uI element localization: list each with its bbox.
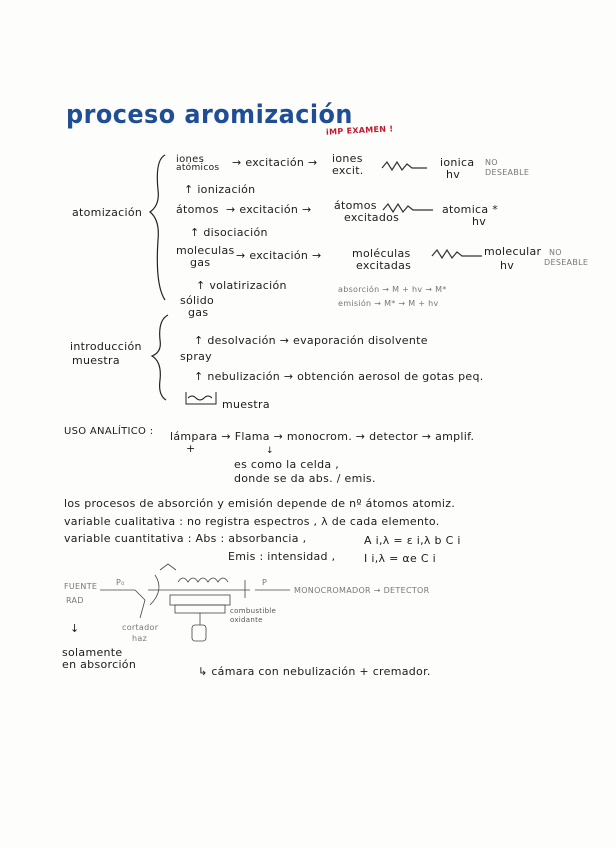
combustible-label: combustible [230, 607, 277, 615]
para-l3: variable cuantitativa : Abs : absorbancia , [64, 532, 307, 545]
r3-molecular: molecular [484, 245, 542, 258]
p-label: P [262, 578, 268, 587]
para-l2: variable cualitativa : no registra espectros , λ de cada elemento. [64, 515, 440, 528]
nebulizacion: ↑ nebulización → obtención aerosol de gotas peq. [194, 370, 484, 383]
solamente-label: solamente [62, 646, 123, 659]
en-absorcion-label: en absorción [62, 658, 137, 671]
r3-hv: hv [500, 259, 515, 272]
p0-label: P₀ [116, 578, 125, 587]
uso-down: ↓ [266, 446, 274, 456]
r1-deseable: DESEABLE [485, 168, 530, 177]
label-introduccion: introducción [70, 340, 142, 353]
r1-excit: excit. [332, 164, 364, 177]
r4-gas: gas [188, 306, 209, 319]
r1-hv: hv [446, 168, 461, 181]
uso-line1: es como la celda , [234, 458, 339, 471]
label-atomizacion: atomización [72, 206, 143, 219]
muestra-sample: muestra [222, 398, 270, 411]
abs-note: absorción → M + hv → M* [338, 285, 447, 294]
down-arrow: ↓ [70, 622, 80, 635]
monocromador-label: MONOCROMADOR → DETECTOR [294, 586, 430, 595]
r1-atomicos: atómicos [176, 163, 220, 173]
uso-line2: donde se da abs. / emis. [234, 472, 376, 485]
haz-label: haz [132, 634, 148, 643]
desolvacion: ↑ desolvación → evaporación disolvente [194, 334, 428, 347]
r3-moleculas: moleculas [176, 244, 235, 257]
uso-plus: + [186, 442, 196, 455]
r1-no: NO [485, 158, 498, 167]
spray: spray [180, 350, 212, 363]
uso-chain: lámpara → Flama → monocrom. → detector → amplif. [170, 430, 475, 443]
fuente-label: FUENTE [64, 582, 98, 591]
r3-moleculas2: moléculas [352, 247, 411, 260]
volatirizacion: ↑ volatirización [196, 279, 287, 292]
formula-abs: A i,λ = ε i,λ b C i [364, 534, 461, 547]
para-l1: los procesos de absorción y emisión depende de nº átomos atomiz. [64, 497, 456, 510]
r2-atomica: atomica * [442, 203, 499, 216]
r1-iones: iones [176, 154, 205, 165]
formula-emis: I i,λ = αe C i [364, 552, 436, 565]
para-l4: Emis : intensidad , [228, 550, 336, 563]
r3-no: NO [549, 248, 562, 257]
cortador-label: cortador [122, 623, 159, 632]
ionizacion: ↑ ionización [184, 183, 256, 196]
emi-note: emisión → M* → M + hv [338, 299, 439, 308]
r2-atomos: átomos [176, 203, 219, 216]
r3-excitadas: excitadas [356, 259, 412, 272]
disociacion: ↑ disociación [190, 226, 268, 239]
uso-label: USO ANALÍTICO : [64, 426, 154, 437]
r1-iones2: iones [332, 152, 363, 165]
important-exam-note: iMP EXAMEN ! [325, 124, 394, 137]
label-muestra: muestra [72, 354, 120, 367]
r4-solido: sólido [180, 294, 215, 307]
r2-excitacion: → excitación → [226, 203, 312, 216]
r1-ionica: ionica [440, 156, 475, 169]
r3-deseable: DESEABLE [544, 258, 589, 267]
r2-hv: hv [472, 215, 487, 228]
rad-label: RAD [66, 596, 84, 605]
r2-atomos2: átomos [334, 199, 377, 212]
r1-excitacion: → excitación → [232, 156, 318, 169]
oxidante-label: oxidante [230, 616, 263, 624]
r3-gas: gas [190, 256, 211, 269]
camara-note: ↳ cámara con nebulización + cremador. [198, 665, 431, 678]
r2-excitados: excitados [344, 211, 400, 224]
r3-excitacion: → excitación → [236, 249, 322, 262]
page-title: proceso aromización [66, 100, 353, 130]
